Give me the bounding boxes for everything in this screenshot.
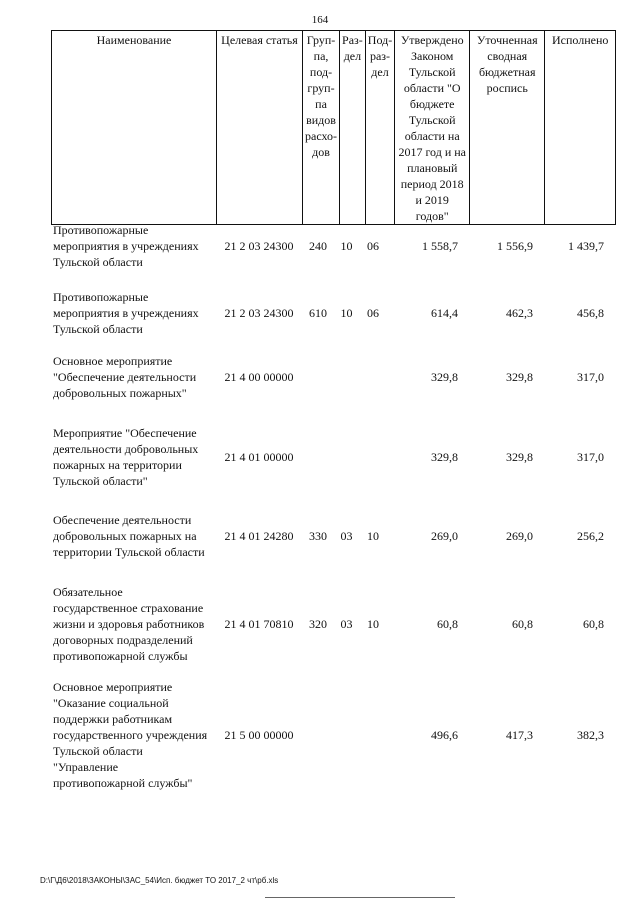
row-name: Основное мероприятие "Оказание социальной поддержки работникам государственного учреждения Тульской области "Управление противопожарной службы" (53, 680, 208, 790)
row-revised: 1 556,9 (497, 239, 533, 253)
row-revised: 329,8 (506, 450, 533, 464)
file-path-footer: D:\Г\Д6\2018\ЗАКОНЫ\ЗАС_54\Исп. бюджет ТО 2017_2 чт\рб.xls (40, 876, 279, 885)
budget-table (51, 214, 608, 799)
col-header-section: Раз- дел (340, 31, 366, 225)
col-header-revised: Уточненная сводная бюджетная роспись (470, 31, 545, 225)
table-row (51, 584, 608, 679)
row-approved: 60,8 (437, 617, 458, 631)
row-revised: 462,3 (506, 306, 533, 320)
row-revised: 329,8 (506, 370, 533, 384)
footer-divider (265, 897, 455, 898)
row-code: 21 4 01 24280 (224, 529, 294, 543)
row-group: 330 (309, 529, 327, 543)
table-row (51, 353, 608, 425)
col-header-executed: Исполнено (545, 31, 616, 225)
col-header-approved: Утверждено Законом Тульской области "О бюджете Тульской области на 2017 год и на плановый период 2018 и 2019 годов" (395, 31, 470, 225)
row-approved: 1 558,7 (422, 239, 458, 253)
col-header-subsection: Под- раз- дел (365, 31, 394, 225)
row-section: 03 (340, 617, 353, 631)
row-name: Противопожарные мероприятия в учреждениях Тульской области (53, 290, 199, 336)
row-group: 240 (309, 239, 327, 253)
row-subsection (359, 425, 387, 512)
row-revised: 417,3 (506, 728, 533, 742)
row-subsection (359, 679, 387, 799)
col-header-expense-group: Груп- па, под- груп- па видов расхо- дов (303, 31, 340, 225)
row-executed: 1 439,7 (568, 239, 604, 253)
page-number: 164 (311, 14, 329, 26)
row-section: 10 (340, 306, 353, 320)
row-group: 320 (309, 617, 327, 631)
row-approved: 614,4 (431, 306, 458, 320)
row-approved: 496,6 (431, 728, 458, 742)
row-approved: 329,8 (431, 370, 458, 384)
row-code: 21 5 00 00000 (224, 728, 294, 742)
row-code: 21 2 03 24300 (224, 239, 294, 253)
row-code: 21 4 00 00000 (224, 370, 294, 384)
row-revised: 60,8 (512, 617, 533, 631)
row-section (334, 353, 359, 425)
row-subsection: 10 (367, 529, 379, 543)
table-header (51, 30, 616, 225)
table-row (51, 214, 608, 289)
row-executed: 456,8 (577, 306, 604, 320)
row-executed: 60,8 (583, 617, 604, 631)
row-section (334, 425, 359, 512)
row-name: Мероприятие "Обеспечение деятельности добровольных пожарных на территории Тульской области" (53, 426, 199, 488)
row-section: 10 (340, 239, 353, 253)
row-group (302, 353, 334, 425)
row-approved: 269,0 (431, 529, 458, 543)
row-code: 21 4 01 70810 (224, 617, 294, 631)
row-executed: 317,0 (577, 450, 604, 464)
table-row (51, 512, 608, 584)
row-name: Обеспечение деятельности добровольных пожарных на территории Тульской области (53, 513, 205, 559)
row-executed: 256,2 (577, 529, 604, 543)
row-section (334, 679, 359, 799)
row-group (302, 425, 334, 512)
col-header-name: Наименование (52, 31, 217, 225)
row-code: 21 4 01 00000 (224, 450, 294, 464)
row-executed: 317,0 (577, 370, 604, 384)
row-subsection: 06 (367, 239, 379, 253)
row-group: 610 (309, 306, 327, 320)
table-row (51, 679, 608, 799)
row-name: Основное мероприятие "Обеспечение деятельности добровольных пожарных" (53, 354, 197, 400)
row-executed: 382,3 (577, 728, 604, 742)
row-group (302, 679, 334, 799)
row-subsection: 10 (367, 617, 379, 631)
row-section: 03 (340, 529, 353, 543)
row-revised: 269,0 (506, 529, 533, 543)
row-code: 21 2 03 24300 (224, 306, 294, 320)
row-subsection: 06 (367, 306, 379, 320)
table-row (51, 425, 608, 512)
row-name: Противопожарные мероприятия в учреждениях Тульской области (53, 223, 199, 269)
row-name: Обязательное государственное страхование жизни и здоровья работников договорных подразделений противопожарной службы (53, 585, 205, 663)
row-subsection (359, 353, 387, 425)
table-row (51, 289, 608, 353)
col-header-target-article: Целевая статья (217, 31, 303, 225)
row-approved: 329,8 (431, 450, 458, 464)
